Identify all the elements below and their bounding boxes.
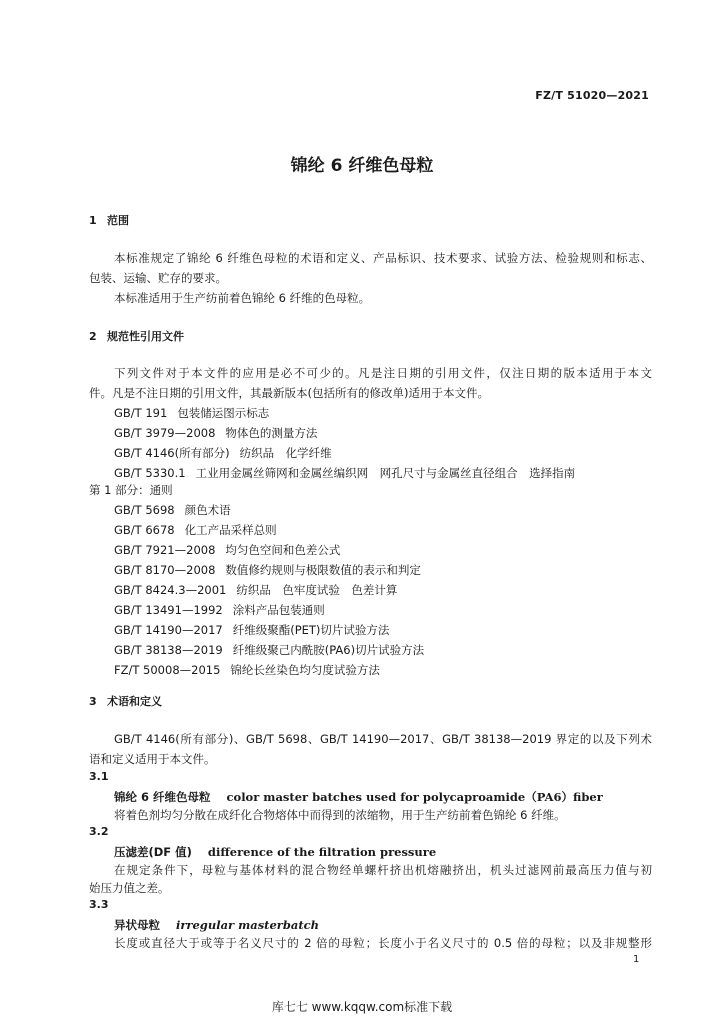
- standard-number: FZ/T 51020—2021: [535, 89, 649, 102]
- reference-title: 纤维级聚己内酰胺(PA6)切片试验方法: [232, 643, 425, 657]
- term-english: difference of the filtration pressure: [207, 845, 437, 859]
- term-english: irregular masterbatch: [176, 918, 320, 932]
- reference-code: GB/T 8170—2008: [114, 563, 216, 577]
- reference-item: [114, 582, 397, 598]
- section-1-heading: [89, 212, 129, 228]
- reference-code: GB/T 38138—2019: [114, 643, 223, 657]
- footer-watermark: 库七七 www.kqqw.com标准下载: [271, 1000, 453, 1014]
- term-chinese: 锦纶 6 纤维色母粒: [114, 790, 211, 804]
- reference-title: 纤维级聚酯(PET)切片试验方法: [232, 623, 390, 637]
- reference-code: GB/T 5698: [114, 503, 175, 517]
- term-heading: [114, 917, 319, 933]
- term-number: 3.3: [89, 898, 109, 911]
- reference-code: GB/T 4146(所有部分): [114, 446, 230, 460]
- reference-code: GB/T 13491—1992: [114, 603, 223, 617]
- section-title: 规范性引用文件: [107, 330, 184, 343]
- term-heading: [114, 789, 603, 805]
- term-heading: [114, 844, 436, 860]
- references-intro-line-2: 件。凡是不注日期的引用文件，其最新版本(包括所有的修改单)适用于本文件。: [89, 386, 489, 400]
- document-title: 锦纶 6 纤维色母粒: [290, 156, 434, 176]
- term-definition-line-2: 始压力值之差。: [89, 881, 170, 895]
- section-3-heading: [89, 693, 162, 709]
- reference-item: [114, 425, 317, 441]
- reference-item: [114, 465, 575, 481]
- reference-title: 数值修约规则与极限数值的表示和判定: [225, 563, 421, 577]
- reference-item: [114, 662, 380, 678]
- scope-paragraph-2: 本标准适用于生产纺前着色锦纶 6 纤维的色母粒。: [114, 291, 371, 305]
- term-number: 3.1: [89, 770, 109, 783]
- reference-title: 工业用金属丝筛网和金属丝编织网 网孔尺寸与金属丝直径组合 选择指南: [195, 466, 576, 480]
- reference-continuation: 第 1 部分：通则: [89, 483, 173, 497]
- reference-title: 纺织品 化学纤维: [239, 446, 332, 460]
- reference-item: [114, 562, 421, 578]
- scope-paragraph-line-2: 包装、运输、贮存的要求。: [89, 271, 227, 285]
- term-definition-line-1: 长度或直径大于或等于名义尺寸的 2 倍的母粒；长度小于名义尺寸的 0.5 倍的母粒；以及非规整形: [114, 936, 652, 950]
- reference-item: [114, 522, 277, 538]
- reference-title: 纺织品 色牢度试验 色差计算: [236, 583, 398, 597]
- section-title: 范围: [107, 214, 129, 227]
- reference-title: 均匀色空间和色差公式: [225, 543, 341, 557]
- section-2-heading: [89, 328, 184, 344]
- reference-item: [114, 542, 340, 558]
- reference-code: GB/T 6678: [114, 523, 175, 537]
- reference-code: GB/T 191: [114, 406, 168, 420]
- reference-item: [114, 502, 231, 518]
- term-definition-line-1: 在规定条件下，母粒与基体材料的混合物经单螺杆挤出机熔融挤出，机头过滤网前最高压力值与初: [114, 863, 652, 877]
- reference-title: 包装储运图示标志: [177, 406, 270, 420]
- section-number: 3: [89, 695, 97, 708]
- page-number: 1: [633, 954, 640, 965]
- reference-title: 涂料产品包装通则: [232, 603, 325, 617]
- section-number: 2: [89, 330, 97, 343]
- term-chinese: 异状母粒: [114, 918, 160, 932]
- reference-title: 锦纶长丝染色均匀度试验方法: [230, 663, 380, 677]
- reference-item: [114, 602, 325, 618]
- reference-code: GB/T 3979—2008: [114, 426, 216, 440]
- terms-intro-line-2: 语和定义适用于本文件。: [89, 752, 216, 766]
- reference-item: [114, 405, 269, 421]
- section-number: 1: [89, 214, 97, 227]
- references-intro-line-1: 下列文件对于本文件的应用是必不可少的。凡是注日期的引用文件，仅注日期的版本适用于本文: [114, 366, 652, 380]
- reference-title: 化工产品采样总则: [184, 523, 277, 537]
- reference-code: GB/T 5330.1: [114, 466, 186, 480]
- reference-code: GB/T 7921—2008: [114, 543, 216, 557]
- reference-title: 物体色的测量方法: [225, 426, 318, 440]
- term-number: 3.2: [89, 825, 109, 838]
- reference-item: [114, 622, 389, 638]
- reference-item: [114, 642, 424, 658]
- reference-title: 颜色术语: [184, 503, 231, 517]
- term-english: color master batches used for polycaproamide（PA6）fiber: [226, 790, 603, 804]
- section-title: 术语和定义: [107, 695, 162, 708]
- reference-code: GB/T 8424.3—2001: [114, 583, 227, 597]
- term-definition-line-1: 将着色剂均匀分散在成纤化合物熔体中而得到的浓缩物，用于生产纺前着色锦纶 6 纤维。: [114, 808, 566, 822]
- term-chinese: 压滤差(DF 值): [114, 845, 192, 859]
- scope-paragraph-line-1: 本标准规定了锦纶 6 纤维色母粒的术语和定义、产品标识、技术要求、试验方法、检验规则和标志、: [114, 251, 652, 265]
- terms-intro-line-1: GB/T 4146(所有部分)、GB/T 5698、GB/T 14190—2017、GB/T 38138—2019 界定的以及下列术: [114, 732, 652, 746]
- reference-item: [114, 445, 332, 461]
- reference-code: GB/T 14190—2017: [114, 623, 223, 637]
- reference-code: FZ/T 50008—2015: [114, 663, 221, 677]
